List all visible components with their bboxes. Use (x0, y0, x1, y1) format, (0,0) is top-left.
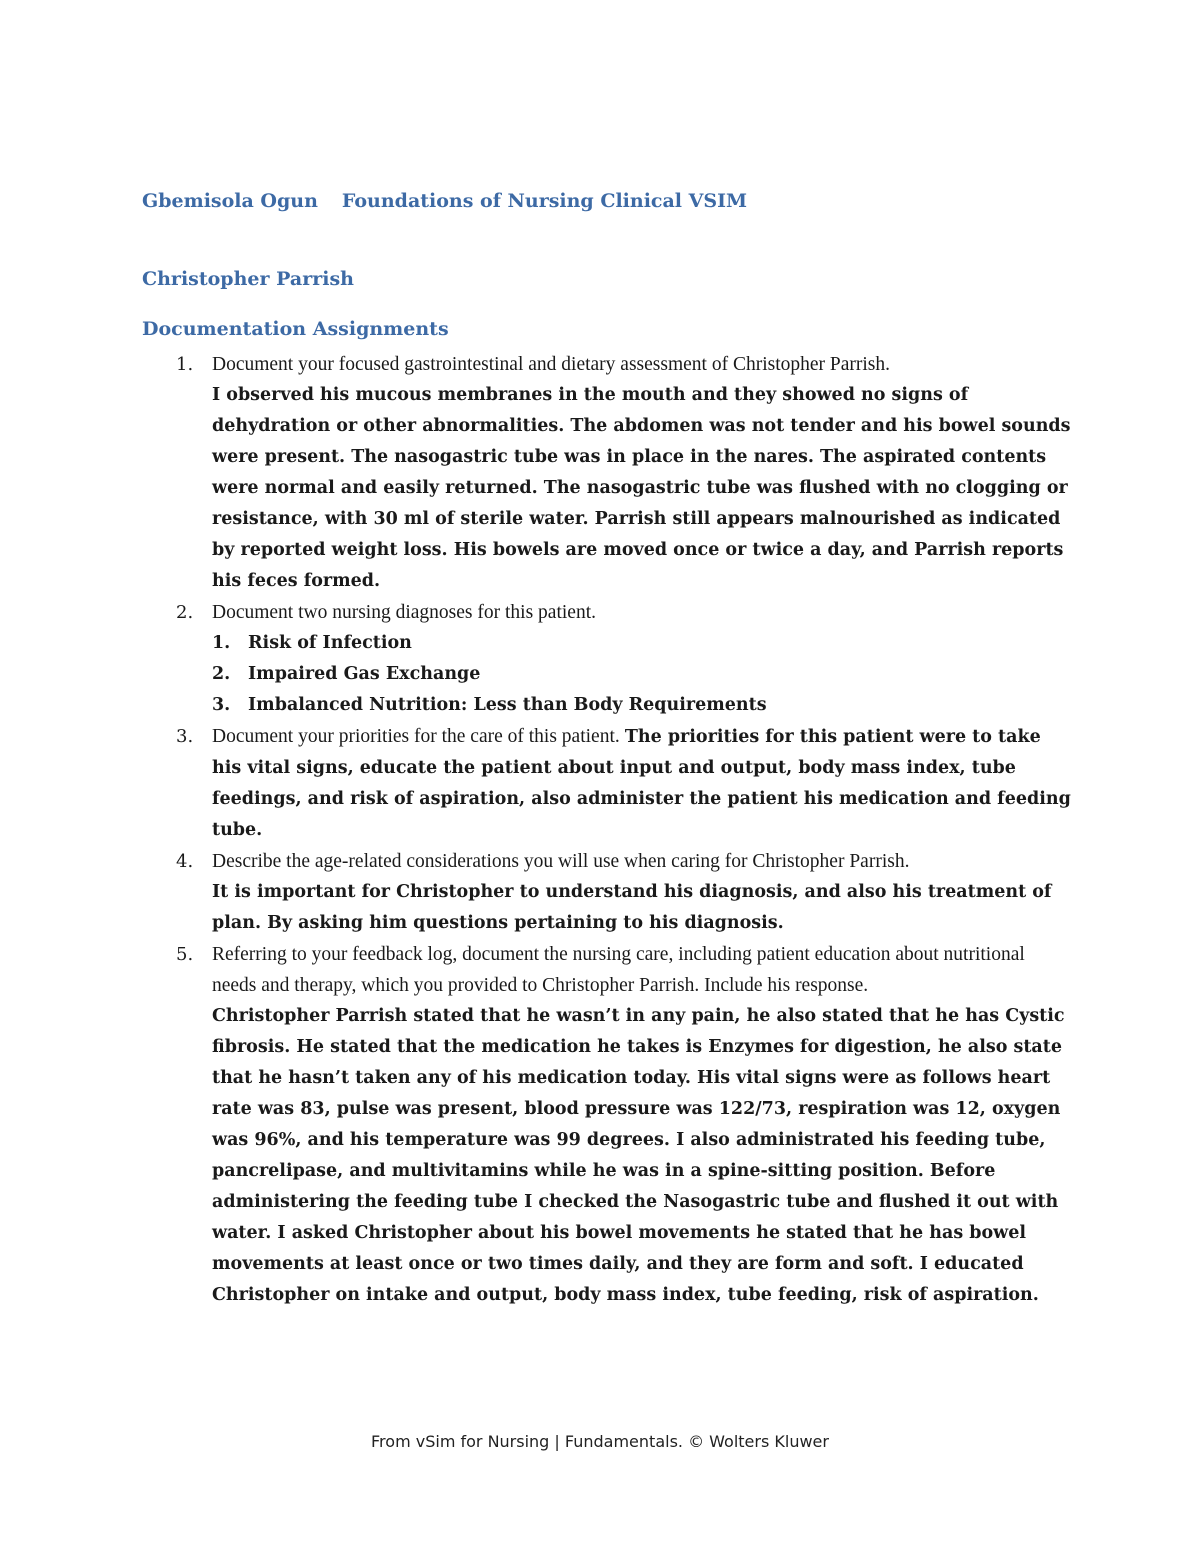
item-number: 5. (176, 944, 194, 965)
list-item (142, 846, 1072, 939)
diagnosis-text: Risk of Infection (248, 633, 412, 653)
diagnosis-number: 2. (212, 664, 231, 684)
list-item (142, 349, 1072, 597)
item-prompt: Referring to your feedback log, document the nursing care, including patient education about nutritional needs and therapy, which you provided to Christopher Parrish. Include his response. (212, 944, 1025, 996)
item-number: 1. (176, 354, 194, 375)
diagnosis-text: Impaired Gas Exchange (248, 664, 481, 684)
list-item (142, 939, 1072, 1311)
item-prompt: Document your priorities for the care of this patient. (212, 726, 620, 747)
item-prompt: Document two nursing diagnoses for this patient. (212, 602, 596, 623)
diagnosis-text: Imbalanced Nutrition: Less than Body Requirements (248, 695, 767, 715)
item-prompt: Describe the age-related considerations you will use when caring for Christopher Parrish. (212, 851, 910, 872)
diagnosis-item (212, 659, 1072, 690)
page-footer: From vSim for Nursing | Fundamentals. © Wolters Kluwer (371, 1432, 829, 1451)
diagnosis-item (212, 690, 1072, 721)
course-title: Foundations of Nursing Clinical VSIM (341, 190, 748, 212)
item-answer: It is important for Christopher to understand his diagnosis, and also his treatment of plan. By asking him questions pertaining to his diagnosis. (212, 882, 1052, 933)
list-item (142, 597, 1072, 721)
list-item (142, 721, 1072, 846)
section-title: Documentation Assignments (142, 318, 449, 340)
item-prompt: Document your focused gastrointestinal and dietary assessment of Christopher Parrish. (212, 354, 891, 375)
title-line (142, 190, 747, 212)
item-number: 2. (176, 602, 194, 623)
diagnosis-list (212, 628, 1072, 721)
item-number: 3. (176, 726, 194, 747)
item-number: 4. (176, 851, 194, 872)
assignment-list (142, 349, 1072, 1311)
patient-name: Christopher Parrish (142, 268, 354, 290)
diagnosis-number: 3. (212, 695, 231, 715)
item-answer: I observed his mucous membranes in the mouth and they showed no signs of dehydration or other abnormalities. The abdomen was not tender and his bowel sounds were present. The nasogastric tube was in place in the nares. The aspirated contents were normal and easily returned. The nasogastric tube was flushed with no clogging or resistance, with 30 ml of sterile water. Parrish still appears malnourished as indicated by reported weight loss. His bowels are moved once or twice a day, and Parrish reports his feces formed. (212, 385, 1071, 591)
diagnosis-item (212, 628, 1072, 659)
item-body (212, 721, 1072, 846)
item-answer: The priorities for this patient were to take his vital signs, educate the patient about input and output, body mass index, tube feedings, and risk of aspiration, also administer the patient his medication and feeding tube. (212, 727, 1071, 840)
diagnosis-number: 1. (212, 633, 231, 653)
item-answer: Christopher Parrish stated that he wasn’t in any pain, he also stated that he has Cystic fibrosis. He stated that the medication he takes is Enzymes for digestion, he also state that he hasn’t taken any of his medication today. His vital signs were as follows heart rate was 83, pulse was present, blood pressure was 122/73, respiration was 12, oxygen was 96%, and his temperature was 99 degrees. I also administrated his feeding tube, pancrelipase, and multivitamins while he was in a spine-sitting position. Before administering the feeding tube I checked the Nasogastric tube and flushed it out with water. I asked Christopher about his bowel movements he stated that he has bowel movements at least once or two times daily, and they are form and soft. I educated Christopher on intake and output, body mass index, tube feeding, risk of aspiration. (212, 1006, 1065, 1305)
author-name: Gbemisola Ogun (142, 190, 318, 212)
